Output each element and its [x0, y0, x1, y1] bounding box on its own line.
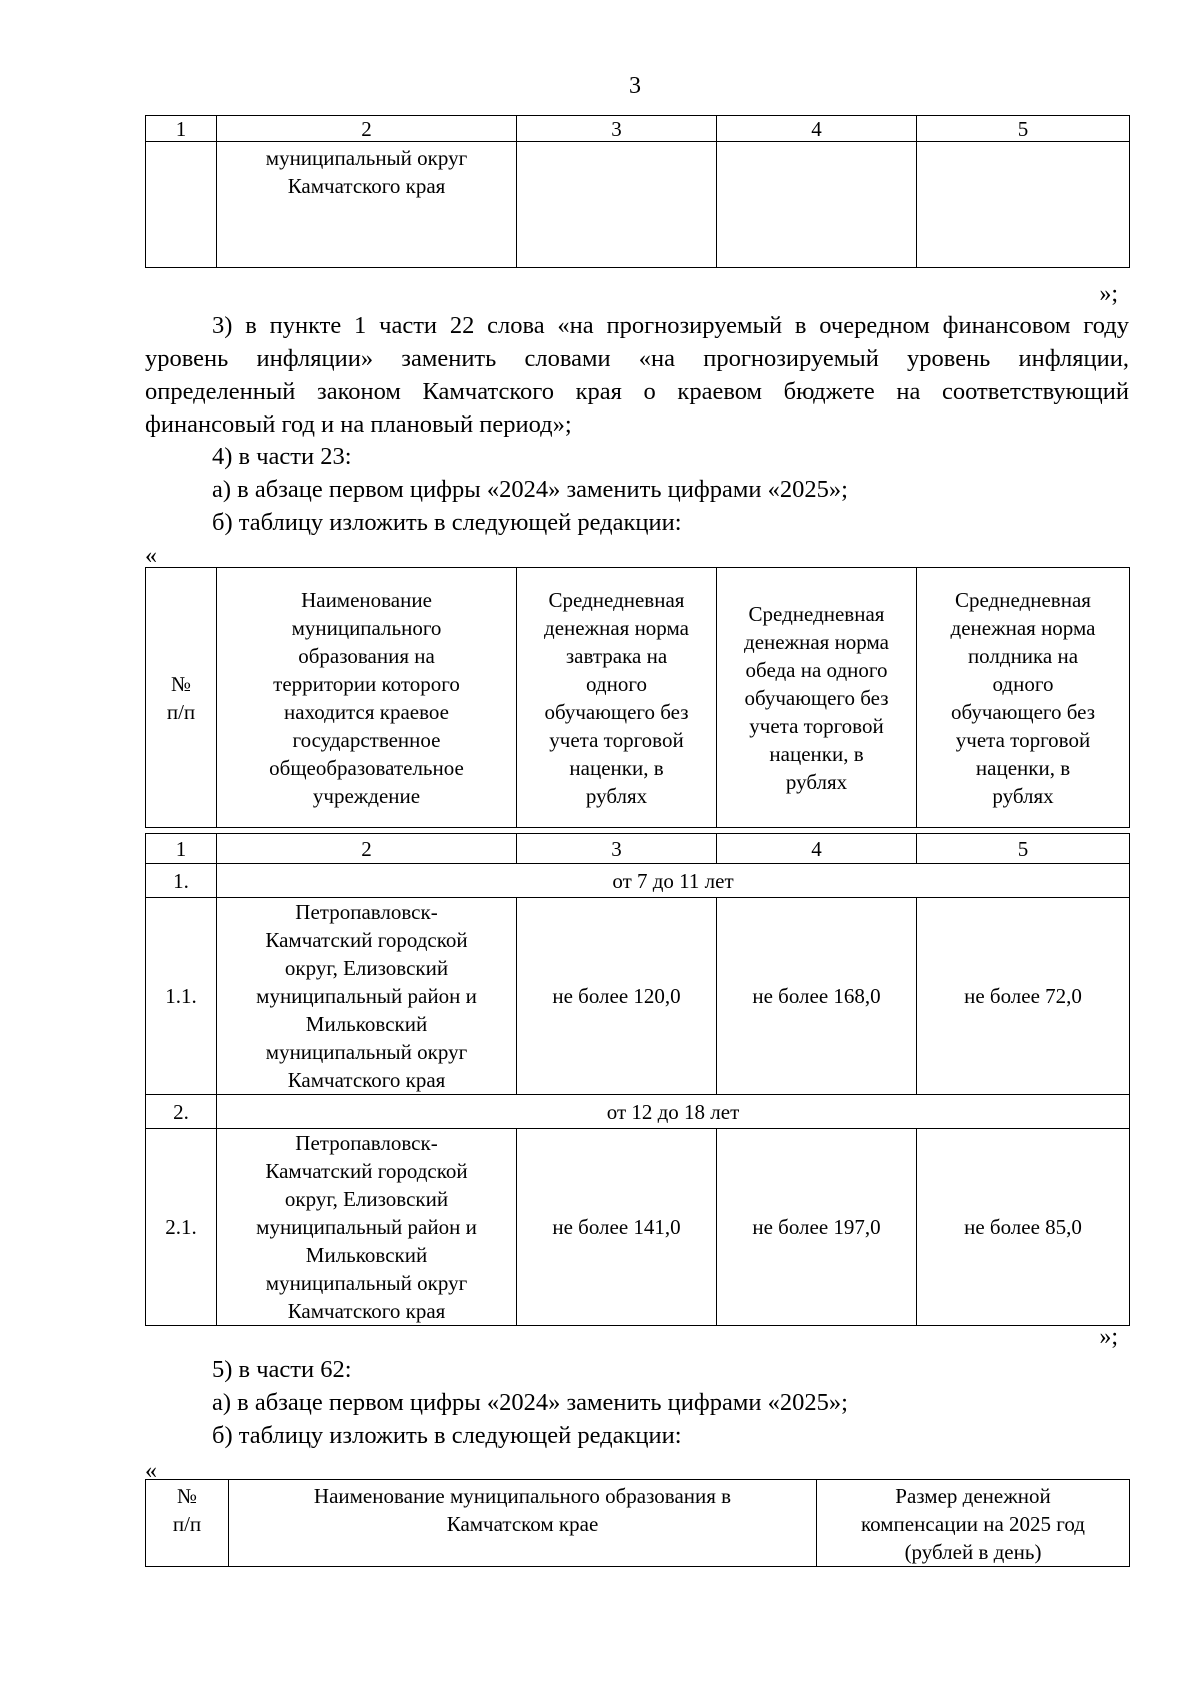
- name-line: Петропавловск-: [295, 900, 438, 924]
- item-4-b: б) таблицу изложить в следующей редакции:: [212, 509, 682, 536]
- name-line: округ, Елизовский: [284, 956, 449, 980]
- header-name: [229, 1480, 817, 1567]
- col-number: 1: [146, 116, 217, 142]
- header-line: образования на: [298, 643, 435, 668]
- header-line: компенсации на 2025 год: [861, 1512, 1085, 1536]
- opening-quote: «: [145, 1458, 157, 1484]
- snack-value: не более 72,0: [917, 898, 1130, 1095]
- header-line: Среднедневная: [748, 601, 885, 626]
- name-line: Мильковский: [305, 1012, 428, 1036]
- header-line: обучающего без: [744, 685, 889, 710]
- breakfast-value: не более 141,0: [517, 1129, 717, 1326]
- name-line: Камчатский городской: [265, 1159, 468, 1183]
- header-amount: [817, 1480, 1130, 1567]
- table-header-row: [146, 1480, 1130, 1567]
- col-number: 5: [917, 116, 1130, 142]
- col-number: 4: [717, 834, 917, 864]
- item-4-title: 4) в части 23:: [212, 443, 352, 470]
- cell-num: [146, 142, 217, 268]
- name-line: Камчатского края: [287, 174, 446, 198]
- header-name: [217, 568, 517, 828]
- group-num: 2.: [146, 1095, 217, 1129]
- name-line: округ, Елизовский: [284, 1187, 449, 1211]
- row-num: 1.1.: [146, 898, 217, 1095]
- header-line: п/п: [172, 1512, 202, 1536]
- header-line: Размер денежной: [895, 1484, 1051, 1508]
- group-row: [146, 1095, 1130, 1129]
- name-line: муниципальный район и: [256, 984, 477, 1008]
- item-3-paragraph: 3) в пункте 1 части 22 слова «на прогнозируемый в очередном финансовом году уровень инфляции» заменить словами «на прогнозируемый уровень инфляции, определенный законом Камчатского края о краевом бюджете на соответствующий финансовый год и на плановый период»;: [145, 312, 1129, 438]
- page-number: 3: [629, 73, 641, 99]
- table-row: [146, 142, 1130, 268]
- header-line: №: [176, 1484, 198, 1508]
- name-line: Камчатского края: [287, 1299, 446, 1323]
- row-name: [217, 898, 517, 1095]
- header-line: №: [170, 671, 192, 696]
- table-header-row: [146, 568, 1130, 828]
- header-line: учета торговой: [549, 727, 684, 752]
- row-num: 2.1.: [146, 1129, 217, 1326]
- col-number: 3: [517, 834, 717, 864]
- name-line: Петропавловск-: [295, 1131, 438, 1155]
- name-line: муниципальный округ: [265, 1040, 468, 1064]
- header-line: завтрака на: [565, 643, 668, 668]
- closing-quote: »;: [1099, 281, 1118, 307]
- item-4-a: а) в абзаце первом цифры «2024» заменить цифрами «2025»;: [212, 476, 848, 503]
- name-line: муниципальный округ: [265, 146, 468, 170]
- name-line: муниципальный район и: [256, 1215, 477, 1239]
- opening-quote: «: [145, 543, 157, 569]
- cell-empty: [517, 142, 717, 268]
- header-num: [146, 1480, 229, 1567]
- row-name: [217, 1129, 517, 1326]
- header-line: обучающего без: [950, 699, 1096, 724]
- header-line: наценки, в: [975, 755, 1071, 780]
- name-line: Камчатского края: [287, 1068, 446, 1092]
- item-5-title: 5) в части 62:: [212, 1356, 352, 1383]
- header-line: Наименование муниципального образования в: [313, 1484, 732, 1508]
- header-line: государственное: [292, 727, 441, 752]
- header-line: находится краевое: [284, 699, 449, 724]
- norms-table-header: [145, 567, 1130, 828]
- header-num: [146, 568, 217, 828]
- header-line: одного: [992, 671, 1054, 696]
- header-line: одного: [586, 671, 647, 696]
- header-line: обеда на одного: [745, 657, 888, 682]
- header-line: наценки, в: [769, 741, 864, 766]
- col-number: 4: [717, 116, 917, 142]
- header-line: денежная норма: [544, 615, 689, 640]
- cell-empty: [717, 142, 917, 268]
- name-line: Мильковский: [305, 1243, 428, 1267]
- norms-table-body: [145, 833, 1130, 1326]
- header-line: общеобразовательное: [269, 755, 464, 780]
- cell-name: [217, 142, 517, 268]
- header-line: Наименование: [301, 587, 432, 612]
- cell-empty: [917, 142, 1130, 268]
- header-line: рублях: [585, 783, 648, 808]
- header-line: Среднедневная: [548, 587, 685, 612]
- header-line: денежная норма: [950, 615, 1096, 640]
- header-line: рублях: [992, 783, 1054, 808]
- lunch-value: не более 197,0: [717, 1129, 917, 1326]
- group-label: от 12 до 18 лет: [217, 1095, 1130, 1129]
- header-breakfast: [517, 568, 717, 828]
- header-line: обучающего без: [544, 699, 689, 724]
- snack-value: не более 85,0: [917, 1129, 1130, 1326]
- col-number: 2: [217, 116, 517, 142]
- header-lunch: [717, 568, 917, 828]
- item-5-b: б) таблицу изложить в следующей редакции:: [212, 1422, 682, 1449]
- header-line: Камчатском крае: [446, 1512, 599, 1536]
- group-label: от 7 до 11 лет: [217, 864, 1130, 898]
- item-5-a: а) в абзаце первом цифры «2024» заменить цифрами «2025»;: [212, 1389, 848, 1416]
- header-line: учета торговой: [955, 727, 1091, 752]
- header-line: п/п: [166, 699, 196, 724]
- name-line: Камчатский городской: [265, 928, 468, 952]
- name-line: муниципальный округ: [265, 1271, 468, 1295]
- group-num: 1.: [146, 864, 217, 898]
- table-row: [146, 1129, 1130, 1326]
- header-line: наценки, в: [569, 755, 664, 780]
- header-line: рублях: [785, 769, 848, 794]
- group-row: [146, 864, 1130, 898]
- header-snack: [917, 568, 1130, 828]
- closing-quote: »;: [1099, 1324, 1118, 1350]
- header-line: территории которого: [273, 671, 460, 696]
- breakfast-value: не более 120,0: [517, 898, 717, 1095]
- header-line: учреждение: [312, 783, 421, 808]
- table-header-numbers: [146, 834, 1130, 864]
- header-line: полдника на: [967, 643, 1079, 668]
- header-line: Среднедневная: [955, 587, 1091, 612]
- col-number: 5: [917, 834, 1130, 864]
- col-number: 2: [217, 834, 517, 864]
- table-header-numbers: [146, 116, 1130, 142]
- compensation-table-header: [145, 1479, 1130, 1567]
- header-line: денежная норма: [744, 629, 889, 654]
- header-line: учета торговой: [749, 713, 884, 738]
- header-line: муниципального: [291, 615, 442, 640]
- col-number: 1: [146, 834, 217, 864]
- table-row: [146, 898, 1130, 1095]
- lunch-value: не более 168,0: [717, 898, 917, 1095]
- header-line: (рублей в день): [904, 1540, 1042, 1564]
- col-number: 3: [517, 116, 717, 142]
- table-continuation: [145, 115, 1130, 268]
